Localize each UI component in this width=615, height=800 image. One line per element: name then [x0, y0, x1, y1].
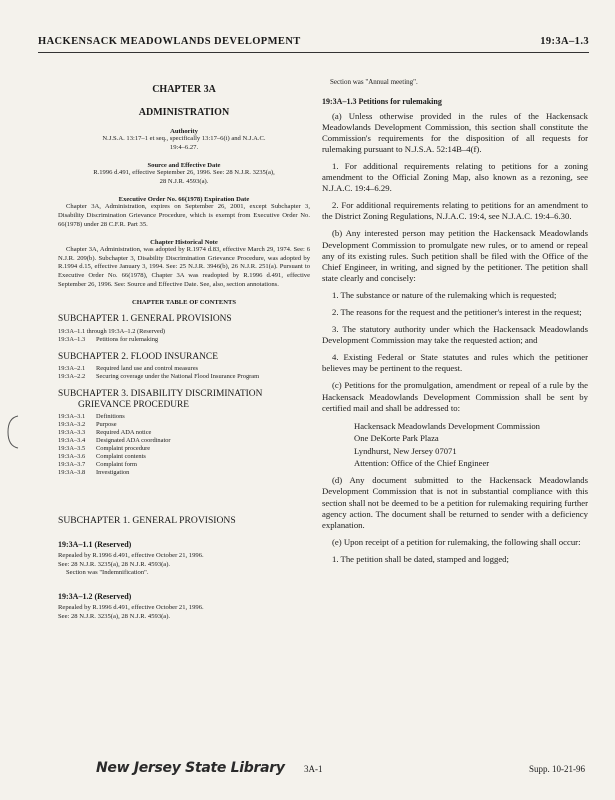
toc-entry-number: 19:3A–2.2 [58, 373, 86, 381]
paragraph-a-2: 2. For additional requirements relating to petitions for an amendment to the District Zoning Regulations, N.J.A.C. 19:4, see N.J.A.C. 19:4–6.30. [322, 200, 588, 222]
toc-entry-title: Required ADA notice [96, 429, 152, 437]
authority-heading: Authority [170, 128, 198, 135]
paragraph-b-4: 4. Existing Federal or State statutes and rules which the petitioner believes may be pertinent to the request. [322, 352, 588, 374]
toc-entry-number: 19:3A–3.1 [58, 413, 86, 421]
toc-entry [58, 437, 310, 445]
paragraph-d: (d) Any document submitted to the Hackensack Meadowlands Development Commission that is not in substantial compliance with this section shall not be deemed to be a petition for rulemaking requiring further agency action. The document shall be returned to sender with a deficiency explanation. [322, 475, 588, 530]
toc-subchapter-3-line2: GRIEVANCE PROCEDURE [78, 399, 190, 410]
toc-entry-title: Complaint contents [96, 453, 146, 461]
toc-entry-number: 19:3A–3.8 [58, 469, 86, 477]
header-section-number: 19:3A–1.3 [540, 36, 589, 47]
authority-text: N.J.S.A. 13:17–1 et seq., specifically 13:17–6(i) and N.J.A.C. 19:4–6.27. [102, 135, 266, 151]
toc-entry [58, 336, 310, 344]
toc-entry-number: 19:3A–3.6 [58, 453, 86, 461]
toc-entry-title: Required land use and control measures [96, 365, 199, 373]
toc-entry-title: Complaint procedure [96, 445, 151, 453]
section-1-2-citation: See: 28 N.J.R. 3235(a), 28 N.J.R. 4593(a). [58, 612, 171, 620]
toc-subchapter-3-list [58, 413, 310, 477]
running-header [38, 34, 589, 53]
paragraph-b-3: 3. The statutory authority under which the Hackensack Meadowlands Development Commission may take the requested action; and [322, 324, 588, 346]
section-1-1-citation: See: 28 N.J.R. 3235(a), 28 N.J.R. 4593(a). [58, 560, 171, 568]
executive-order-text: Chapter 3A, Administration, expires on September 26, 2001, except Subchapter 3, Disability Discrimination Grievance Procedure, which is exempt from Executive Order No. 66(1978) under 28 C.F.R. Part 35. [58, 203, 310, 228]
toc-entry-number: 19:3A–2.1 [58, 365, 86, 373]
section-1-2-heading: 19:3A–1.2 (Reserved) [58, 591, 132, 601]
toc-entry-title: Complaint form [96, 461, 138, 469]
toc-entry [58, 429, 310, 437]
toc-entry [58, 469, 310, 477]
toc-entry-title: Petitions for rulemaking [96, 335, 159, 343]
carry-over-note: Section was "Annual meeting". [330, 78, 418, 86]
toc-subchapter-3 [58, 389, 310, 410]
toc-entry [58, 421, 310, 429]
source-heading: Source and Effective Date [147, 162, 221, 170]
chapter-number: CHAPTER 3A [152, 84, 216, 95]
address-line-3: Lyndhurst, New Jersey 07071 [354, 445, 457, 456]
address-line-2: One DeKorte Park Plaza [354, 433, 439, 444]
toc-subchapter-2: SUBCHAPTER 2. FLOOD INSURANCE [58, 351, 218, 362]
table-of-contents-heading: CHAPTER TABLE OF CONTENTS [131, 299, 237, 307]
toc-entry-title: Investigation [96, 469, 130, 477]
toc-entry [58, 328, 310, 336]
toc-entry-title: (Reserved) [137, 327, 166, 335]
toc-subchapter-2-list [58, 365, 310, 381]
paragraph-e: (e) Upon receipt of a petition for rulemaking, the following shall occur: [332, 536, 581, 547]
toc-entry-number: 19:3A–1.1 through 19:3A–1.2 [58, 327, 136, 335]
toc-entry-title: Designated ADA coordinator [96, 437, 171, 445]
section-1-2-note [58, 604, 310, 621]
toc-entry [58, 413, 310, 421]
toc-entry-title: Definitions [96, 413, 125, 421]
chapter-title: ADMINISTRATION [138, 107, 230, 118]
mailing-address [322, 420, 588, 470]
toc-entry [58, 365, 310, 373]
address-line-4: Attention: Office of the Chief Engineer [354, 457, 490, 468]
right-column [322, 78, 588, 565]
executive-order-heading: Executive Order No. 66(1978) Expiration Date [118, 196, 250, 204]
paragraph-b: (b) Any interested person may petition the Hackensack Meadowlands Development Commission to promulgate new rules, or to amend or repeal any of its existing rules. Such petition shall be filed with the Office of the Chief Engineer, in writing, and signed by the petitioner. The petition shall state clearly and concisely: [322, 228, 588, 283]
section-1-3-heading: 19:3A–1.3 Petitions for rulemaking [322, 96, 442, 106]
toc-subchapter-1: SUBCHAPTER 1. GENERAL PROVISIONS [58, 314, 232, 325]
toc-entry-title: Purpose [96, 421, 117, 429]
toc-entry-title: Securing coverage under the National Flood Insurance Program [96, 373, 260, 381]
header-title: HACKENSACK MEADOWLANDS DEVELOPMENT [38, 36, 301, 47]
section-1-1-repeal: Repealed by R.1996 d.491, effective October 21, 1996. [58, 552, 204, 560]
page-number: 3A-1 [304, 764, 323, 774]
toc-entry-number: 19:3A–1.3 [58, 335, 86, 343]
paragraph-a: (a) Unless otherwise provided in the rules of the Hackensack Meadowlands Development Commission, this section shall constitute the Commission's requirements for the disposition of all requests for rulemaking pursuant to N.J.S.A. 52:14B–4(f). [322, 110, 588, 154]
historical-note-text: Chapter 3A, Administration, was adopted by R.1974 d.83, effective March 29, 1974. See: 6 N.J.R. 209(b). Subchapter 3, Disability Discrimination Grievance Procedure, was adopted by R.1994 d.15, effective January 3, 1994. See: 25 N.J.R. 3946(b), 26 N.J.R. 251(a). Pursuant to Executive Order No. 66(1978), Chapter 3A was readopted by R.1996 d.491, effective September 26, 1996. See: Source and Effective Date. See, also, section annotations. [58, 246, 310, 288]
toc-entry-number: 19:3A–3.3 [58, 429, 86, 437]
section-1-2-repeal: Repealed by R.1996 d.491, effective October 21, 1996. [58, 603, 204, 611]
paragraph-b-1: 1. The substance or nature of the rulemaking which is requested; [332, 289, 557, 300]
left-column [58, 78, 310, 621]
toc-entry-number: 19:3A–3.7 [58, 461, 86, 469]
historical-note-heading: Chapter Historical Note [150, 239, 218, 247]
section-1-1-heading: 19:3A–1.1 (Reserved) [58, 540, 132, 550]
library-stamp: New Jersey State Library [96, 760, 285, 776]
supplement-date: Supp. 10-21-96 [529, 764, 585, 774]
paragraph-a-1: 1. For additional requirements relating to petitions for a zoning amendment to the Official Zoning Map, also known as a rezoning, see N.J.A.C. 19:4–6.29. [322, 160, 588, 194]
toc-entry [58, 445, 310, 453]
toc-entry [58, 373, 310, 381]
toc-subchapter-3-line1: SUBCHAPTER 3. DISABILITY DISCRIMINATION [58, 389, 263, 400]
paragraph-b-2: 2. The reasons for the request and the petitioner's interest in the request; [332, 307, 582, 317]
margin-bracket-mark [4, 414, 22, 450]
toc-entry-number: 19:3A–3.2 [58, 421, 86, 429]
toc-entry [58, 461, 310, 469]
toc-subchapter-1-list [58, 328, 310, 344]
address-line-1: Hackensack Meadowlands Development Commission [354, 420, 540, 431]
toc-entry [58, 453, 310, 461]
source-text: R.1996 d.491, effective September 26, 1996. See: 28 N.J.R. 3235(a), 28 N.J.R. 4593(a). [93, 169, 275, 185]
section-1-1-note [58, 552, 310, 578]
section-1-1-former-title: Section was "Indemnification". [66, 569, 149, 577]
paragraph-c: (c) Petitions for the promulgation, amendment or repeal of a rule by the Hackensack Meadowlands Development Commission shall be sent by certified mail and shall be addressed to: [322, 380, 588, 413]
subchapter-1-heading: SUBCHAPTER 1. GENERAL PROVISIONS [58, 515, 236, 527]
paragraph-e-1: 1. The petition shall be dated, stamped and logged; [332, 553, 509, 564]
toc-entry-number: 19:3A–3.5 [58, 445, 86, 453]
toc-entry-number: 19:3A–3.4 [58, 437, 86, 445]
